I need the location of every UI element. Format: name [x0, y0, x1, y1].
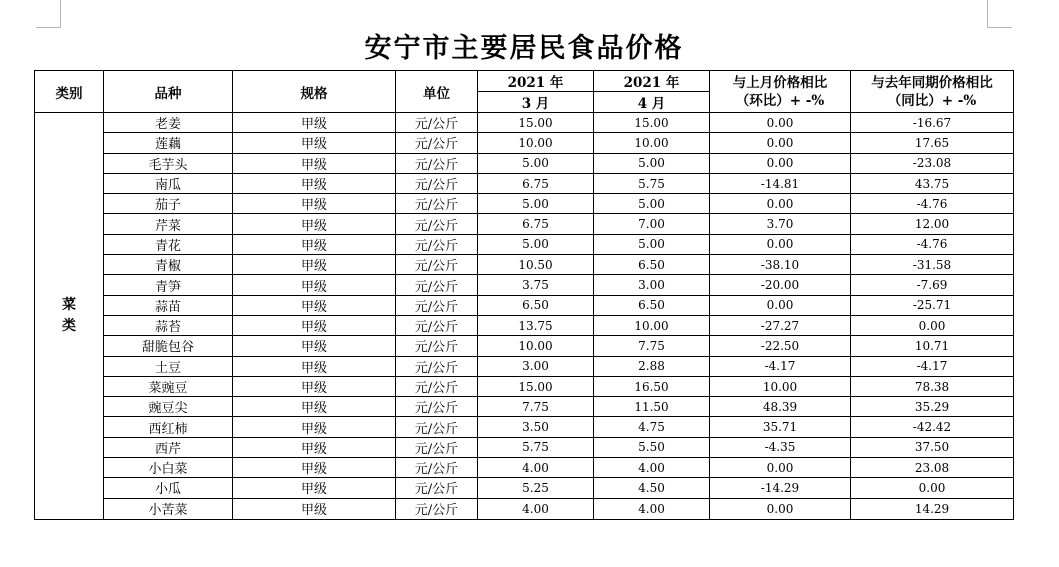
header-month1-year: 2021 年 — [478, 71, 594, 92]
cell-price-april: 6.50 — [594, 295, 710, 315]
cell-year-on-year: 37.50 — [851, 437, 1014, 457]
cell-year-on-year: 0.00 — [851, 315, 1014, 335]
cell-unit: 元/公斤 — [396, 255, 478, 275]
cell-month-on-month: -38.10 — [710, 255, 851, 275]
cell-price-april: 5.00 — [594, 194, 710, 214]
cell-variety: 小苦菜 — [104, 498, 233, 519]
cell-variety: 西芹 — [104, 437, 233, 457]
cell-year-on-year: 10.71 — [851, 336, 1014, 356]
cell-price-march: 6.75 — [478, 214, 594, 234]
table-row — [35, 417, 1014, 437]
header-month2-year: 2021 年 — [594, 71, 710, 92]
cell-year-on-year: 12.00 — [851, 214, 1014, 234]
cell-variety: 小瓜 — [104, 478, 233, 498]
cell-year-on-year: 23.08 — [851, 458, 1014, 478]
category-line1: 菜 — [62, 296, 76, 313]
table-row — [35, 255, 1014, 275]
cell-unit: 元/公斤 — [396, 133, 478, 153]
cell-spec: 甲级 — [233, 214, 396, 234]
cell-price-april: 6.50 — [594, 255, 710, 275]
cell-spec: 甲级 — [233, 255, 396, 275]
cell-spec: 甲级 — [233, 498, 396, 519]
cell-year-on-year: -31.58 — [851, 255, 1014, 275]
cell-price-march: 10.00 — [478, 133, 594, 153]
cell-year-on-year: 43.75 — [851, 173, 1014, 193]
table-row — [35, 356, 1014, 376]
page-title: 安宁市主要居民食品价格 — [364, 33, 684, 64]
cell-price-april: 4.00 — [594, 498, 710, 519]
cell-spec: 甲级 — [233, 173, 396, 193]
cell-unit: 元/公斤 — [396, 336, 478, 356]
cell-price-april: 5.00 — [594, 153, 710, 173]
cell-year-on-year: -42.42 — [851, 417, 1014, 437]
price-table — [34, 70, 1014, 520]
cell-price-april: 10.00 — [594, 133, 710, 153]
cell-price-march: 10.50 — [478, 255, 594, 275]
table-row — [35, 336, 1014, 356]
cell-year-on-year: -7.69 — [851, 275, 1014, 295]
cell-spec: 甲级 — [233, 336, 396, 356]
cell-price-april: 15.00 — [594, 113, 710, 133]
cell-variety: 西红柿 — [104, 417, 233, 437]
cell-year-on-year: 35.29 — [851, 397, 1014, 417]
cell-spec: 甲级 — [233, 376, 396, 396]
cell-price-april: 7.75 — [594, 336, 710, 356]
cell-unit: 元/公斤 — [396, 376, 478, 396]
cell-month-on-month: 3.70 — [710, 214, 851, 234]
header-row — [35, 71, 1014, 92]
cell-year-on-year: 78.38 — [851, 376, 1014, 396]
table-row — [35, 214, 1014, 234]
cell-year-on-year: -4.17 — [851, 356, 1014, 376]
cell-price-march: 4.00 — [478, 458, 594, 478]
cell-price-april: 4.75 — [594, 417, 710, 437]
cell-month-on-month: 10.00 — [710, 376, 851, 396]
cell-variety: 青笋 — [104, 275, 233, 295]
cell-unit: 元/公斤 — [396, 214, 478, 234]
cell-variety: 小白菜 — [104, 458, 233, 478]
cell-month-on-month: -4.17 — [710, 356, 851, 376]
cell-month-on-month: -14.29 — [710, 478, 851, 498]
table-row — [35, 478, 1014, 498]
cell-spec: 甲级 — [233, 458, 396, 478]
table-row — [35, 376, 1014, 396]
table-row — [35, 173, 1014, 193]
cell-unit: 元/公斤 — [396, 275, 478, 295]
cell-price-april: 4.00 — [594, 458, 710, 478]
cell-price-april: 3.00 — [594, 275, 710, 295]
cell-variety: 青花 — [104, 234, 233, 254]
cell-unit: 元/公斤 — [396, 295, 478, 315]
table-row — [35, 275, 1014, 295]
cell-spec: 甲级 — [233, 417, 396, 437]
cell-variety: 芹菜 — [104, 214, 233, 234]
cell-variety: 蒜苗 — [104, 295, 233, 315]
cell-price-april: 7.00 — [594, 214, 710, 234]
cell-price-march: 5.25 — [478, 478, 594, 498]
cell-spec: 甲级 — [233, 315, 396, 335]
cell-unit: 元/公斤 — [396, 417, 478, 437]
cell-variety: 菜豌豆 — [104, 376, 233, 396]
category-cell — [35, 113, 104, 520]
cell-month-on-month: 0.00 — [710, 113, 851, 133]
table-row — [35, 133, 1014, 153]
table-row — [35, 437, 1014, 457]
cell-month-on-month: -4.35 — [710, 437, 851, 457]
table-row — [35, 234, 1014, 254]
cell-price-april: 5.50 — [594, 437, 710, 457]
cell-price-april: 5.00 — [594, 234, 710, 254]
cell-price-april: 16.50 — [594, 376, 710, 396]
cell-spec: 甲级 — [233, 356, 396, 376]
table-row — [35, 397, 1014, 417]
cell-price-march: 5.00 — [478, 194, 594, 214]
cell-unit: 元/公斤 — [396, 356, 478, 376]
page-corner-mark-right — [987, 0, 1012, 28]
table-row — [35, 113, 1014, 133]
cell-price-april: 5.75 — [594, 173, 710, 193]
cell-variety: 南瓜 — [104, 173, 233, 193]
cell-price-march: 5.00 — [478, 153, 594, 173]
cell-variety: 茄子 — [104, 194, 233, 214]
cell-unit: 元/公斤 — [396, 437, 478, 457]
header-month1: 3 月 — [478, 92, 594, 113]
header-yoy-line1: 与去年同期价格相比 — [871, 74, 993, 91]
cell-spec: 甲级 — [233, 397, 396, 417]
cell-month-on-month: 35.71 — [710, 417, 851, 437]
cell-month-on-month: 0.00 — [710, 498, 851, 519]
cell-unit: 元/公斤 — [396, 498, 478, 519]
cell-year-on-year: -25.71 — [851, 295, 1014, 315]
cell-price-march: 3.50 — [478, 417, 594, 437]
cell-price-march: 3.75 — [478, 275, 594, 295]
table-body — [35, 71, 1014, 520]
cell-month-on-month: 0.00 — [710, 295, 851, 315]
cell-year-on-year: 0.00 — [851, 478, 1014, 498]
header-month-on-month — [710, 71, 851, 113]
cell-month-on-month: 0.00 — [710, 458, 851, 478]
header-category: 类别 — [35, 71, 104, 113]
cell-year-on-year: 14.29 — [851, 498, 1014, 519]
cell-variety: 毛芋头 — [104, 153, 233, 173]
header-mom-line2: （环比）+ -% — [735, 92, 825, 109]
cell-year-on-year: -16.67 — [851, 113, 1014, 133]
page-corner-mark-left — [36, 0, 61, 28]
cell-price-march: 4.00 — [478, 498, 594, 519]
cell-unit: 元/公斤 — [396, 478, 478, 498]
cell-unit: 元/公斤 — [396, 315, 478, 335]
cell-price-march: 6.50 — [478, 295, 594, 315]
cell-price-april: 10.00 — [594, 315, 710, 335]
cell-month-on-month: 0.00 — [710, 194, 851, 214]
table-row — [35, 315, 1014, 335]
cell-spec: 甲级 — [233, 153, 396, 173]
cell-price-march: 6.75 — [478, 173, 594, 193]
cell-year-on-year: -4.76 — [851, 194, 1014, 214]
cell-variety: 豌豆尖 — [104, 397, 233, 417]
cell-price-april: 11.50 — [594, 397, 710, 417]
cell-unit: 元/公斤 — [396, 397, 478, 417]
cell-month-on-month: -22.50 — [710, 336, 851, 356]
cell-month-on-month: 0.00 — [710, 153, 851, 173]
header-variety: 品种 — [104, 71, 233, 113]
cell-variety: 蒜苔 — [104, 315, 233, 335]
table-row — [35, 194, 1014, 214]
header-spec: 规格 — [233, 71, 396, 113]
cell-unit: 元/公斤 — [396, 234, 478, 254]
header-unit: 单位 — [396, 71, 478, 113]
cell-spec: 甲级 — [233, 478, 396, 498]
header-yoy-line2: （同比）+ -% — [887, 92, 977, 109]
cell-price-march: 15.00 — [478, 376, 594, 396]
cell-price-march: 7.75 — [478, 397, 594, 417]
category-line2: 类 — [62, 317, 76, 334]
cell-unit: 元/公斤 — [396, 173, 478, 193]
cell-price-march: 3.00 — [478, 356, 594, 376]
cell-year-on-year: -23.08 — [851, 153, 1014, 173]
cell-variety: 土豆 — [104, 356, 233, 376]
cell-spec: 甲级 — [233, 295, 396, 315]
cell-spec: 甲级 — [233, 194, 396, 214]
cell-spec: 甲级 — [233, 234, 396, 254]
cell-price-april: 4.50 — [594, 478, 710, 498]
cell-price-march: 15.00 — [478, 113, 594, 133]
cell-month-on-month: 48.39 — [710, 397, 851, 417]
cell-price-march: 10.00 — [478, 336, 594, 356]
cell-spec: 甲级 — [233, 133, 396, 153]
cell-variety: 老姜 — [104, 113, 233, 133]
cell-spec: 甲级 — [233, 275, 396, 295]
table-row — [35, 153, 1014, 173]
cell-month-on-month: 0.00 — [710, 234, 851, 254]
header-mom-line1: 与上月价格相比 — [732, 74, 828, 91]
cell-spec: 甲级 — [233, 113, 396, 133]
cell-unit: 元/公斤 — [396, 194, 478, 214]
cell-price-april: 2.88 — [594, 356, 710, 376]
cell-price-march: 5.75 — [478, 437, 594, 457]
cell-unit: 元/公斤 — [396, 153, 478, 173]
cell-year-on-year: -4.76 — [851, 234, 1014, 254]
cell-price-march: 13.75 — [478, 315, 594, 335]
cell-month-on-month: -27.27 — [710, 315, 851, 335]
cell-variety: 青椒 — [104, 255, 233, 275]
cell-unit: 元/公斤 — [396, 458, 478, 478]
cell-unit: 元/公斤 — [396, 113, 478, 133]
cell-year-on-year: 17.65 — [851, 133, 1014, 153]
cell-price-march: 5.00 — [478, 234, 594, 254]
cell-variety: 莲藕 — [104, 133, 233, 153]
cell-month-on-month: 0.00 — [710, 133, 851, 153]
cell-month-on-month: -20.00 — [710, 275, 851, 295]
cell-variety: 甜脆包谷 — [104, 336, 233, 356]
header-month2: 4 月 — [594, 92, 710, 113]
table-row — [35, 458, 1014, 478]
header-year-on-year — [851, 71, 1014, 113]
cell-month-on-month: -14.81 — [710, 173, 851, 193]
table-row — [35, 498, 1014, 519]
table-row — [35, 295, 1014, 315]
cell-spec: 甲级 — [233, 437, 396, 457]
